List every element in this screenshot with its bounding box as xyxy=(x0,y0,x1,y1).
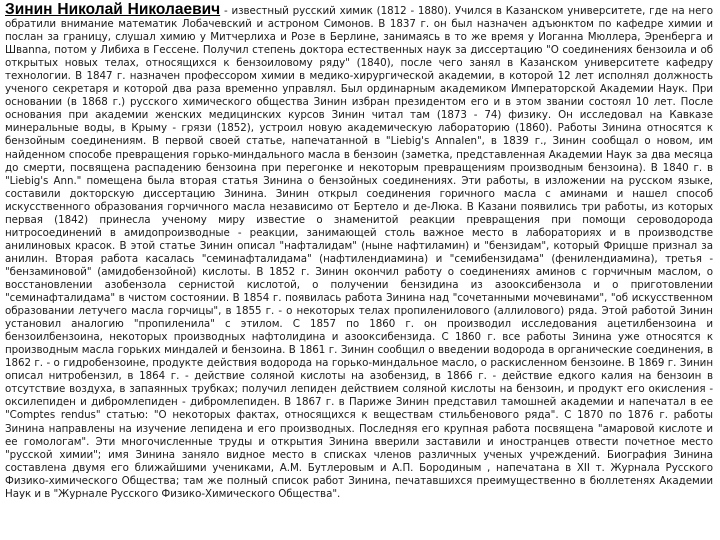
article-title-name: Зинин Николай Николаевич xyxy=(5,1,221,18)
article-page xyxy=(5,3,713,537)
article-body-text: - известный русский химик (1812 - 1880). Учился в Казанском университете, где на него обратили внимание математик Лобачевский и астроном Симонов. В 1837 г. он был назначен адъюнктом по кафедре химии и послан за границу, слушал химию у Митчерлиха и Розе в Берлине, занимаясь в то же время у Иоганна Мюллера, Эренберга и Швanna, потом у Либиха в Гессене. Получил степень доктора естественных наук за диссертацию "О соединениях бензоила и об открытых новых телах, относящихся к бензоиловому ряду" (1840), после чего занял в Казанском университете кафедру технологии. В 1847 г. назначен профессором химии в медико-хирургической академии, в которой 12 лет исполнял должность ученого секретаря и которой два раза временно управлял. Был ординарным академиком Императорской Академии Наук. При основании (в 1868 г.) русского химического общества Зинин избран президентом его и в этом звании состоял 10 лет. После основания при академии женских медицинских курсов Зинин читал там (1873 - 74) физику. Он исследовал на Кавказе минеральные воды, в Крыму - грязи (1852), устроил новую академическую лабораторию (1860). Работы Зинина относятся к бензойным соединениям. В первой своей статье, напечатанной в "Liebig's Annalen", в 1839 г., Зинин сообщал о новом, им найденном способе превращения горько-миндального масла в бензоин (заметка, представленная Академии Наук за два месяца до смерти, посвящена распадению бензоина при перегонке и некоторым превращениям производным бензоина). В 1840 г. в "Liebig's Ann." помещена была вторая статья Зинина о бензойных соединениях. Эти работы, в изложении на русском языке, составили докторскую диссертацию Зинина. Зинин открыл соединения горичного масла с аминами и нашел способ искусственного образования горчичного масла независимо от Бертело и де-Люка. В Казани появились три работы, из которых первая (1842) принесла ученому миру известие о знаменитой реакции превращения при помощи сероводорода нитросоединений в амидопроизводные - реакции, занимающей столь важное место в лабораториях и в производстве анилиновых красок. В этой статье Зинин описал "нафталидам" (ныне нафтиламин) и "бензидам", который Фрицше признал за анилин. Вторая работа касалась "семинафталидама" (нафтилендиамина) и "семибензидама" (фенилендиамина), третья - "бензаминовой" (амидобензойной) кислоты. В 1852 г. Зинин окончил работу о соединениях аминов с горчичным маслом, о восстановлении азобензола сернистой кислотой, о получении бензидина из азооксибензола и о приготовлении "семинафталидама" в чистом состоянии. В 1854 г. появилась работа Зинина над "сочетанными мочевинами", "об искусственном образовании летучего масла горчицы", в 1855 г. - о некоторых телах пропиленилового (аллилового) ряда. Этой работой Зинин установил аналогию "пропиленила" с этилом. С 1857 по 1860 г. он производил исследования ацетилбензоина и бензоилбензоина, некоторых производных нафтолидина и азооксибензида. С 1860 г. все работы Зинина уже относятся к производным масла горьких миндалей и бензоина. В 1861 г. Зинин сообщил о введении водорода в органические соединения, в 1862 г. - о гидробензоине, продукте действия водорода на горько-миндальное масло, о раскисленном бензоине. В 1869 г. Зинин описал нитробензил, в 1864 г. - действие соляной кислоты на азобензид, в 1866 г. - действие едкого калия на бензоин в отсутствие воздуха, в запаянных трубках; получил лепиден действием соляной кислоты на бензоин, и продукт его окисления - оксилепиден и дибромлепиден - дибромлепиден. В 1867 г. в Париже Зинин представил тамошней академии и напечатал в ее "Comptes rendus" статью: "О некоторых фактах, относящихся к веществам стильбенового ряда". С 1870 по 1876 г. работы Зинина направлены на изучение лепидена и его производных. Последняя его крупная работа посвящена "амаровой кислоте и ее гомологам". Эти многочисленные труды и открытия Зинина вверили заставили и иностранцев отвести почетное место "русской химии"; имя Зинина заняло видное место в списках членов различных ученых учреждений. Биография Зинина составлена двумя его ближайшими учениками, А.М. Бутлеровым и А.П. Бородиным , напечатана в XII т. Журнала Русского Физико-химического Общества; там же полный список работ Зинина, печатавшихся преимущественно в бюллетенях Академии Наук и в "Журнале Русского Физико-Химического Общества". xyxy=(5,5,713,500)
